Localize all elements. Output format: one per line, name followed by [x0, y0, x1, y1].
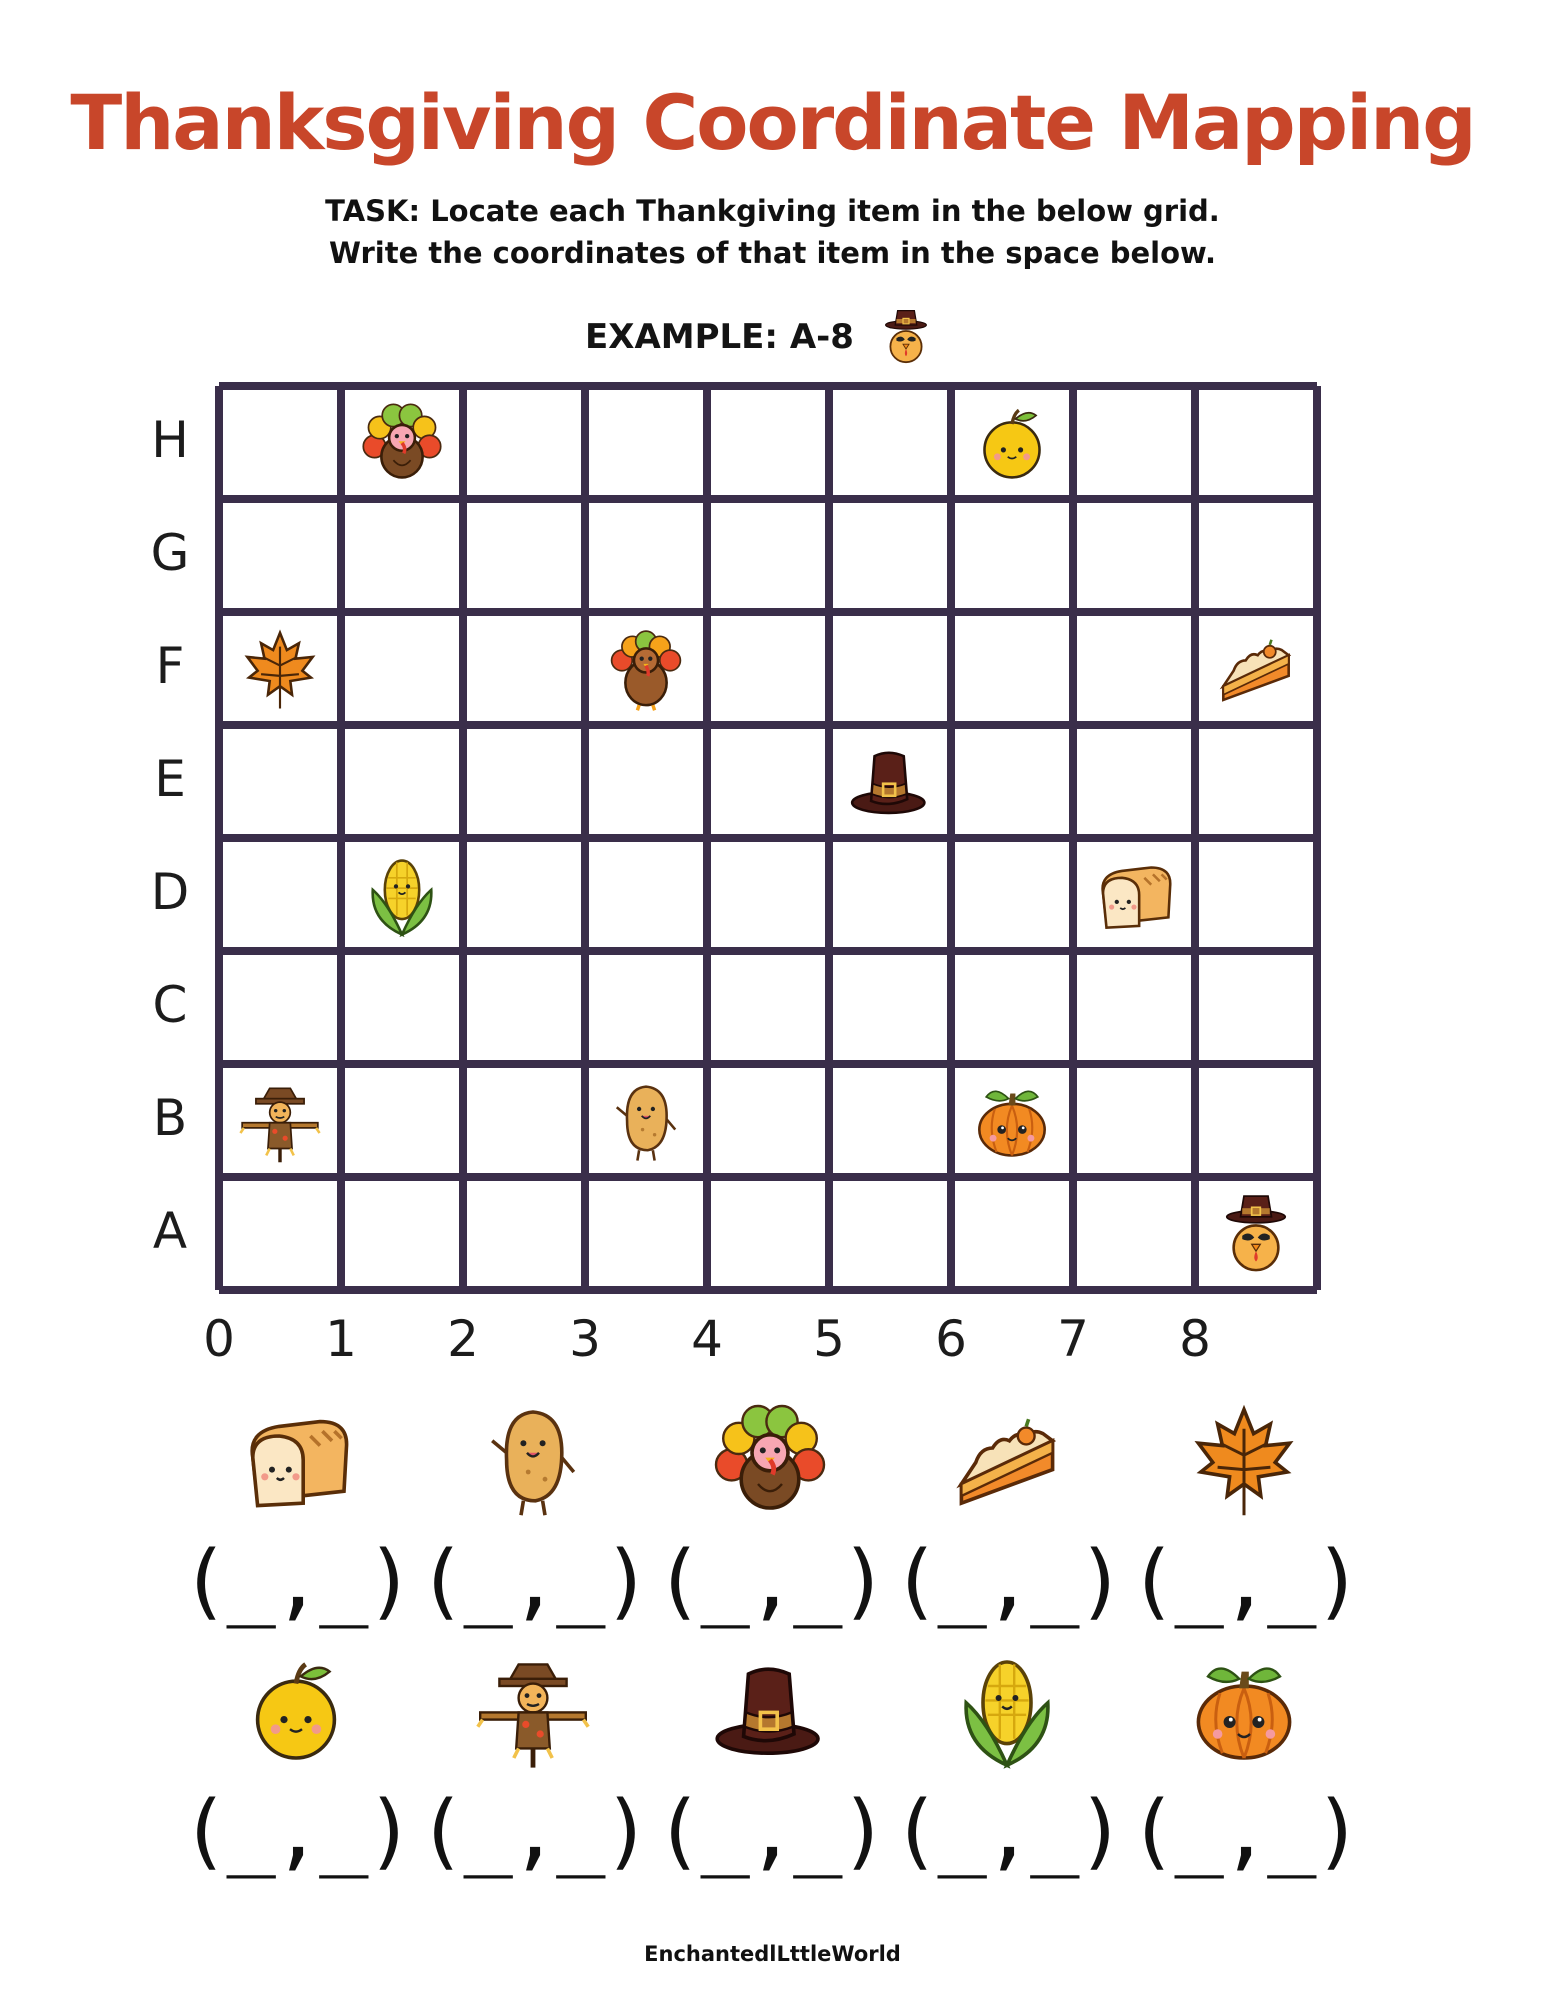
corn-icon	[359, 852, 445, 938]
turkey-face-icon	[710, 1400, 830, 1520]
example	[585, 300, 936, 374]
pilgrim-hat-icon	[710, 1650, 830, 1770]
column-label-2: 2	[447, 1310, 479, 1368]
row-label-B: B	[152, 1088, 188, 1147]
column-label-8: 8	[1179, 1310, 1211, 1368]
page-title: Thanksgiving Coordinate Mapping	[70, 78, 1475, 167]
coordinate-blank[interactable]: (_,_)	[654, 1784, 886, 1879]
coordinate-blank[interactable]: (_,_)	[891, 1784, 1123, 1879]
answer-item	[180, 1400, 412, 1629]
column-label-6: 6	[935, 1310, 967, 1368]
answer-row-2	[180, 1650, 1360, 1879]
pumpkin-icon	[1184, 1650, 1304, 1770]
corn-icon	[947, 1650, 1067, 1770]
row-label-E: E	[154, 749, 186, 808]
answer-row-1	[180, 1400, 1360, 1629]
column-label-4: 4	[691, 1310, 723, 1368]
bread-icon	[1091, 852, 1177, 938]
potato-icon	[473, 1400, 593, 1520]
coordinate-blank[interactable]: (_,_)	[891, 1534, 1123, 1629]
row-label-C: C	[152, 975, 188, 1034]
column-label-3: 3	[569, 1310, 601, 1368]
pumpkin-icon	[969, 1078, 1055, 1164]
apple-icon	[969, 400, 1055, 486]
row-label-H: H	[151, 410, 189, 469]
example-label: EXAMPLE: A-8	[585, 317, 854, 357]
pie-slice-icon	[947, 1400, 1067, 1520]
coordinate-blank[interactable]: (_,_)	[180, 1784, 412, 1879]
row-label-A: A	[152, 1201, 188, 1260]
task-instruction-line-2: Write the coordinates of that item in the space below.	[329, 236, 1216, 270]
column-label-0: 0	[203, 1310, 235, 1368]
maple-leaf-icon	[1184, 1400, 1304, 1520]
answer-item	[1128, 1400, 1360, 1629]
column-label-5: 5	[813, 1310, 845, 1368]
answer-item	[417, 1650, 649, 1879]
coordinate-blank[interactable]: (_,_)	[654, 1534, 886, 1629]
task-instruction-line-1: TASK: Locate each Thankgiving item in the below grid.	[325, 194, 1220, 228]
maple-leaf-icon	[237, 626, 323, 712]
answer-item	[180, 1650, 412, 1879]
coordinate-blank[interactable]: (_,_)	[180, 1534, 412, 1629]
coordinate-grid	[215, 382, 1320, 1302]
column-label-1: 1	[325, 1310, 357, 1368]
answer-item	[891, 1400, 1123, 1629]
turkey-face-icon	[359, 400, 445, 486]
pilgrim-hat-icon	[847, 739, 933, 825]
coordinate-blank[interactable]: (_,_)	[1128, 1784, 1360, 1879]
column-label-7: 7	[1057, 1310, 1089, 1368]
row-label-D: D	[150, 862, 190, 921]
answer-item	[654, 1650, 886, 1879]
row-label-F: F	[155, 636, 185, 695]
potato-icon	[603, 1078, 689, 1164]
answer-item	[417, 1400, 649, 1629]
footer-credit: EnchantedlLttleWorld	[644, 1942, 901, 1966]
scarecrow-icon	[237, 1078, 323, 1164]
scarecrow-icon	[473, 1650, 593, 1770]
pilgrim-chick-icon	[1213, 1191, 1299, 1277]
pilgrim-chick-icon	[876, 300, 936, 374]
pie-slice-icon	[1213, 626, 1299, 712]
coordinate-blank[interactable]: (_,_)	[417, 1784, 649, 1879]
grid-lines	[215, 382, 1321, 1294]
answer-item	[891, 1650, 1123, 1879]
bread-icon	[236, 1400, 356, 1520]
answer-item	[1128, 1650, 1360, 1879]
apple-icon	[236, 1650, 356, 1770]
row-label-G: G	[150, 523, 190, 582]
turkey-icon	[603, 626, 689, 712]
coordinate-blank[interactable]: (_,_)	[417, 1534, 649, 1629]
coordinate-blank[interactable]: (_,_)	[1128, 1534, 1360, 1629]
answer-item	[654, 1400, 886, 1629]
